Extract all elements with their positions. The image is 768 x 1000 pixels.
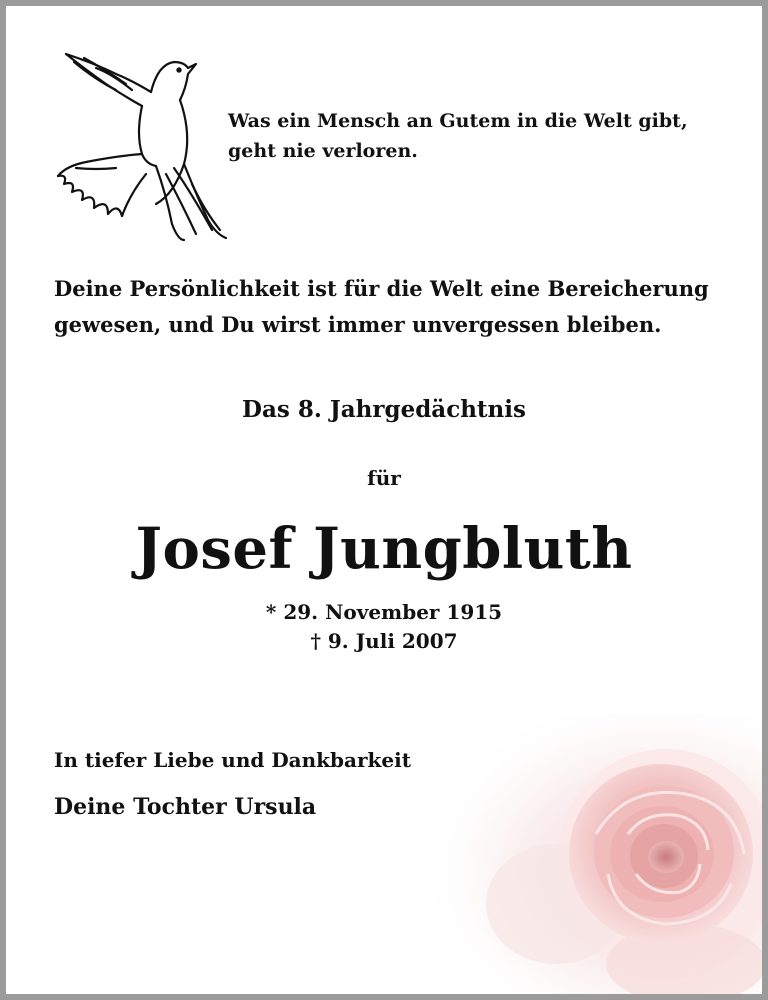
family-signature: Deine Tochter Ursula: [54, 794, 317, 820]
death-date: † 9. Juli 2007: [310, 629, 458, 653]
quote: [228, 106, 728, 166]
birth-date: * 29. November 1915: [265, 600, 503, 624]
quote-line-2: geht nie verloren.: [228, 140, 418, 162]
rose-icon: [396, 714, 768, 1000]
tribute-line-1: Deine Persönlichkeit ist für die Welt eine Bereicherung: [54, 276, 709, 301]
dove-icon: [46, 44, 236, 244]
quote-line-1: Was ein Mensch an Gutem in die Welt gibt,: [228, 110, 688, 132]
deceased-name: Josef Jungbluth: [135, 516, 633, 582]
anniversary-heading: Das 8. Jahrgedächtnis: [242, 396, 526, 423]
tribute-text: [54, 271, 734, 343]
tribute-line-2: gewesen, und Du wirst immer unvergessen bleiben.: [54, 312, 662, 337]
closing-line: In tiefer Liebe und Dankbarkeit: [54, 748, 411, 772]
for-label: für: [367, 466, 401, 490]
